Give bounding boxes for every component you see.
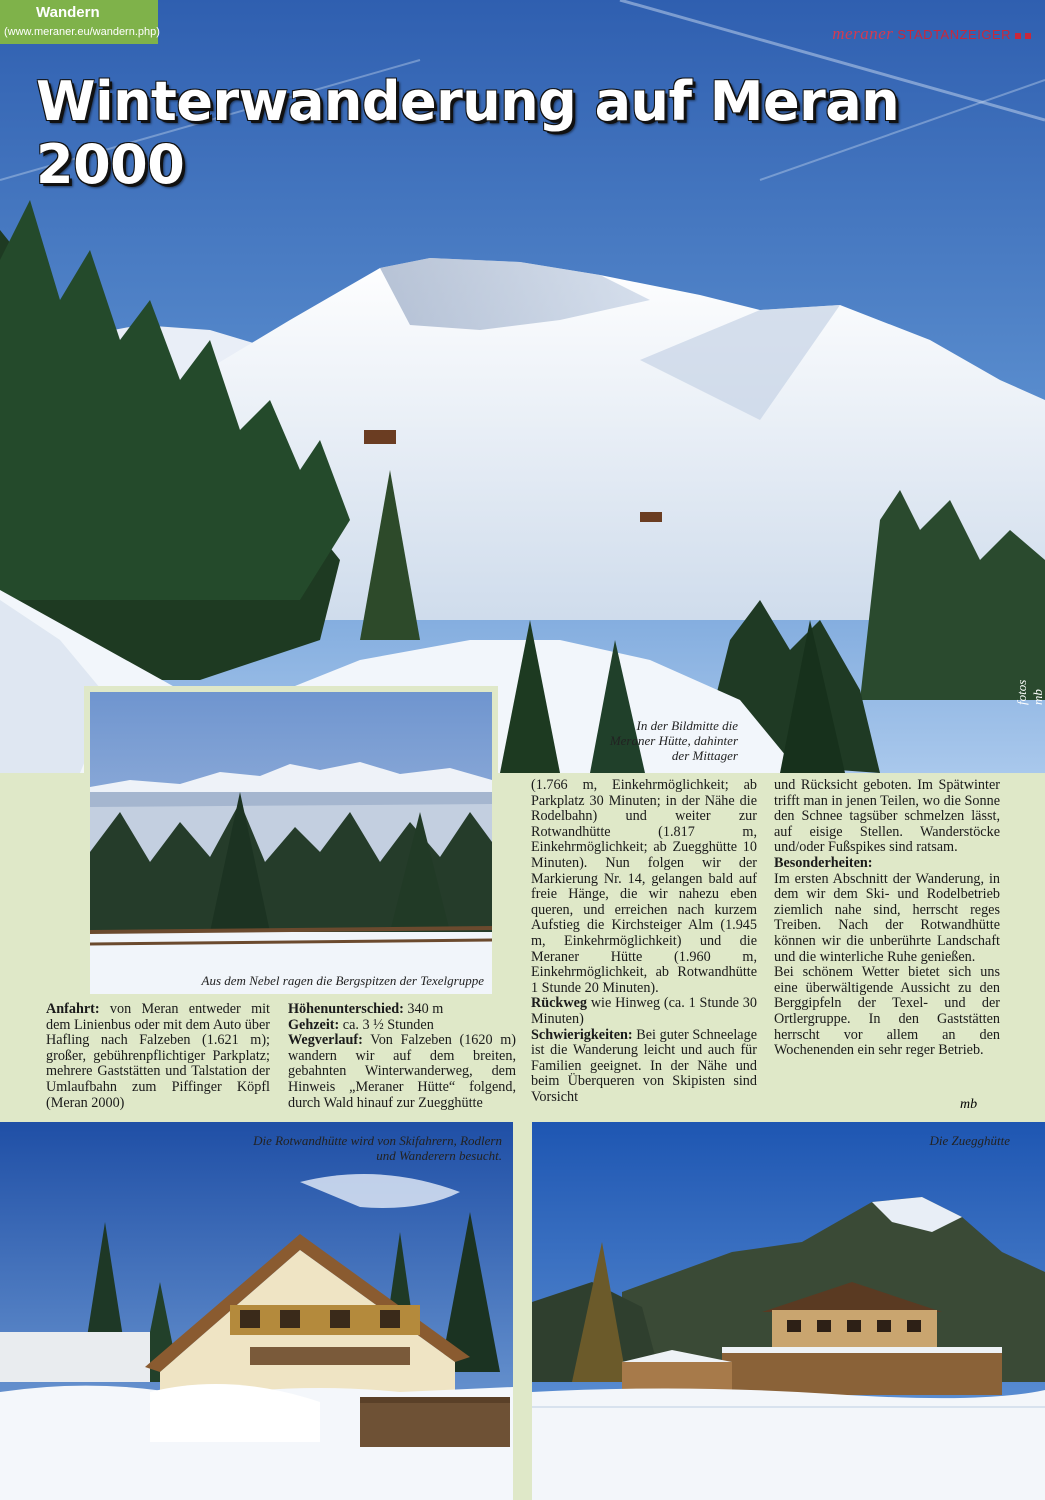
hoehe-label: Höhenunterschied: [288, 1001, 404, 1017]
caption-hero: In der Bildmitte die Meraner Hütte, dahinter der Mittager [609, 718, 738, 763]
page-title: Winterwanderung auf Meran 2000 [36, 70, 900, 196]
besonderheiten-text-1: Im ersten Abschnitt der Wanderung, in dem wir dem Ski- und Rodelbetrieb ziemlich nahe sind, herrscht reges Treiben. Nach der Rotwandhütte können wir die unberührte Landschaft und die winterliche Ruhe genießen. [774, 870, 1000, 965]
besonderheiten-label: Besonderheiten: [774, 854, 873, 871]
article-column-3 [531, 778, 757, 1105]
masthead [832, 24, 1031, 44]
square-icon [1015, 33, 1021, 39]
inset-photo [90, 692, 492, 994]
schwierigkeiten-text-start: Bei guter Schneelage ist die Wanderung leicht und auch für Familien geeignet. In der Nähe und beim Überqueren von Skipisten sind Vorsicht [531, 1026, 757, 1105]
article-column-2 [288, 1002, 516, 1111]
caption-bottom-left: Die Rotwandhütte wird von Skifahrern, Rodlern und Wanderern besucht. [253, 1133, 502, 1163]
article-column-4 [774, 778, 1000, 1059]
masthead-brand: meraner [832, 24, 894, 43]
photo-credit: fotos mb [1014, 679, 1045, 705]
caption-bottom-right: Die Zuegghütte [929, 1133, 1010, 1148]
author-signature: mb [960, 1097, 978, 1112]
masthead-name: STADTANZEIGER [897, 27, 1011, 42]
schwierigkeiten-text-cont: und Rücksicht geboten. Im Spätwinter trifft man in jenen Teilen, wo die Sonne den Schnee tagsüber schmelzen lässt, auf eisige Stellen. Wanderstöcke und/oder Fußspikes sind ratsam. [774, 777, 1000, 856]
wegverlauf-text-start: Von Falzeben (1620 m) wandern wir auf dem breiten, gebahnten Winterwanderweg, dem Hinweis „Meraner Hütte“ folgend, durch Wald hinauf zur Zuegghütte [288, 1032, 517, 1111]
section-label: Wandern [36, 4, 100, 21]
wegverlauf-label: Wegverlauf: [288, 1032, 363, 1049]
besonderheiten-text-2: Bei schönem Wetter bietet sich uns eine überwältigende Aussicht zu den Berggipfeln der Texel- und der Ortlergruppe. In den Gaststätten herrscht vor allem an den Wochenenden ein sehr reger Betrieb. [774, 964, 1000, 1059]
gehzeit-label: Gehzeit: [288, 1016, 340, 1033]
hoehe-text: 340 m [407, 1001, 444, 1017]
photo-rotwandhuette [0, 1122, 513, 1500]
square-icon [1025, 33, 1031, 39]
anfahrt-text: von Meran entweder mit dem Linienbus oder mit dem Auto über Hafling nach Falzeben (1.621 m); großer, gebührenpflichtiger Parkplatz; mehrere Gaststätten und Talstation der Umlaufbahn zum Piffinger Köpfl (Meran 2000) [46, 1001, 270, 1111]
caption-inset: Aus dem Nebel ragen die Bergspitzen der Texelgruppe [201, 973, 484, 988]
photo-zuegghuette [532, 1122, 1045, 1500]
schwierigkeiten-label: Schwierigkeiten: [531, 1026, 633, 1043]
wegverlauf-text-cont: (1.766 m, Einkehrmöglichkeit; ab Parkplatz 30 Minuten; in der Nähe die Rodelbahn) und weiter zur Rotwandhütte (1.817 m, Einkehrmöglichkeit; ab Zuegghütte 10 Minuten). Nun folgen wir der Markierung Nr. 14, gelangen bald auf freie Hänge, die wir nahezu eben queren, und erreichen nach kurzem Aufstieg die Kirchsteiger Alm (1.945 m, Einkehrmöglichkeit) und die Meraner Hütte (1.960 m, Einkehrmöglichkeit, ab Rotwandhütte 1 Stunde 20 Minuten). [531, 777, 757, 996]
rueckweg-label: Rückweg [531, 995, 587, 1012]
section-tag [0, 0, 158, 44]
article-column-1 [46, 1002, 270, 1111]
anfahrt-label: Anfahrt: [46, 1001, 100, 1017]
gehzeit-text: ca. 3 ½ Stunden [342, 1016, 434, 1033]
rueckweg-text: wie Hinweg (ca. 1 Stunde 30 Minuten) [531, 995, 757, 1027]
section-url[interactable]: (www.meraner.eu/wandern.php) [4, 26, 160, 38]
